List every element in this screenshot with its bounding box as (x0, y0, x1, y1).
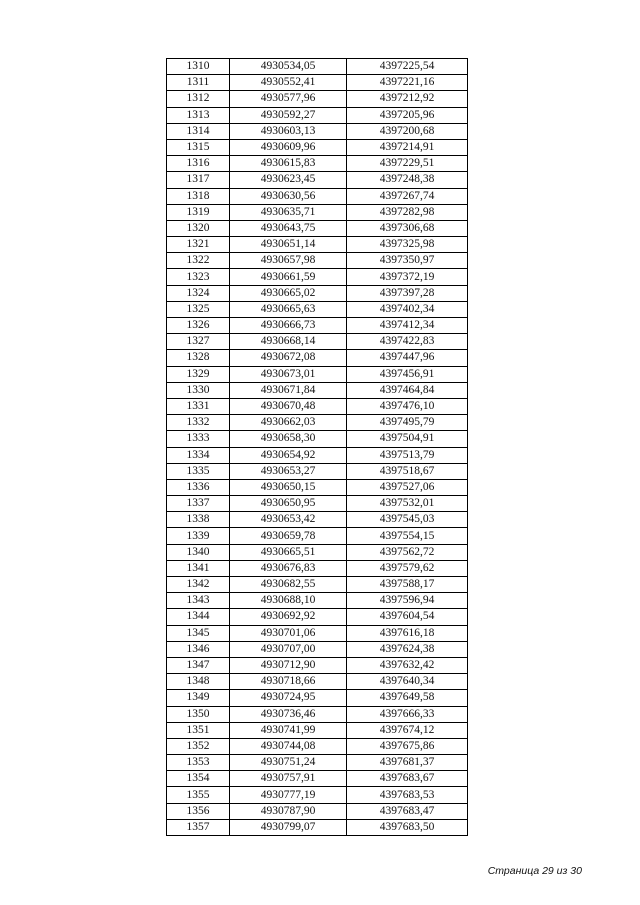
point-number-cell: 1318 (167, 188, 230, 204)
y-coordinate-cell: 4397476,10 (347, 398, 468, 414)
point-number-cell: 1336 (167, 479, 230, 495)
point-number-cell: 1344 (167, 609, 230, 625)
y-coordinate-cell: 4397527,06 (347, 479, 468, 495)
y-coordinate-cell: 4397456,91 (347, 366, 468, 382)
y-coordinate-cell: 4397616,18 (347, 625, 468, 641)
x-coordinate-cell: 4930741,99 (230, 722, 347, 738)
table-row (167, 415, 468, 431)
point-number-cell: 1354 (167, 771, 230, 787)
table-row (167, 123, 468, 139)
page-number: Страница 29 из 30 (487, 865, 582, 877)
point-number-cell: 1351 (167, 722, 230, 738)
table-row (167, 593, 468, 609)
table-row (167, 172, 468, 188)
y-coordinate-cell: 4397422,83 (347, 334, 468, 350)
x-coordinate-cell: 4930657,98 (230, 253, 347, 269)
x-coordinate-cell: 4930751,24 (230, 755, 347, 771)
point-number-cell: 1357 (167, 819, 230, 835)
x-coordinate-cell: 4930666,73 (230, 318, 347, 334)
x-coordinate-cell: 4930668,14 (230, 334, 347, 350)
point-number-cell: 1355 (167, 787, 230, 803)
y-coordinate-cell: 4397649,58 (347, 690, 468, 706)
x-coordinate-cell: 4930609,96 (230, 139, 347, 155)
y-coordinate-cell: 4397447,96 (347, 350, 468, 366)
x-coordinate-cell: 4930661,59 (230, 269, 347, 285)
table-row (167, 220, 468, 236)
point-number-cell: 1310 (167, 59, 230, 75)
x-coordinate-cell: 4930672,08 (230, 350, 347, 366)
point-number-cell: 1349 (167, 690, 230, 706)
point-number-cell: 1329 (167, 366, 230, 382)
x-coordinate-cell: 4930744,08 (230, 738, 347, 754)
x-coordinate-cell: 4930757,91 (230, 771, 347, 787)
x-coordinate-cell: 4930650,15 (230, 479, 347, 495)
x-coordinate-cell: 4930659,78 (230, 528, 347, 544)
y-coordinate-cell: 4397248,38 (347, 172, 468, 188)
table-row (167, 496, 468, 512)
x-coordinate-cell: 4930673,01 (230, 366, 347, 382)
table-row (167, 512, 468, 528)
y-coordinate-cell: 4397545,03 (347, 512, 468, 528)
table-row (167, 431, 468, 447)
table-row (167, 350, 468, 366)
x-coordinate-cell: 4930651,14 (230, 237, 347, 253)
x-coordinate-cell: 4930552,41 (230, 75, 347, 91)
y-coordinate-cell: 4397412,34 (347, 318, 468, 334)
table-row (167, 188, 468, 204)
table-row (167, 560, 468, 576)
table-row (167, 819, 468, 835)
y-coordinate-cell: 4397604,54 (347, 609, 468, 625)
y-coordinate-cell: 4397518,67 (347, 463, 468, 479)
point-number-cell: 1337 (167, 496, 230, 512)
table-row (167, 382, 468, 398)
y-coordinate-cell: 4397397,28 (347, 285, 468, 301)
y-coordinate-cell: 4397200,68 (347, 123, 468, 139)
y-coordinate-cell: 4397640,34 (347, 674, 468, 690)
y-coordinate-cell: 4397325,98 (347, 237, 468, 253)
x-coordinate-cell: 4930676,83 (230, 560, 347, 576)
y-coordinate-cell: 4397372,19 (347, 269, 468, 285)
x-coordinate-cell: 4930787,90 (230, 803, 347, 819)
x-coordinate-cell: 4930630,56 (230, 188, 347, 204)
y-coordinate-cell: 4397632,42 (347, 657, 468, 673)
y-coordinate-cell: 4397214,91 (347, 139, 468, 155)
point-number-cell: 1330 (167, 382, 230, 398)
point-number-cell: 1312 (167, 91, 230, 107)
point-number-cell: 1335 (167, 463, 230, 479)
point-number-cell: 1311 (167, 75, 230, 91)
coordinates-table-body (167, 59, 468, 836)
table-row (167, 463, 468, 479)
y-coordinate-cell: 4397229,51 (347, 156, 468, 172)
y-coordinate-cell: 4397562,72 (347, 544, 468, 560)
coordinates-table (166, 58, 468, 836)
y-coordinate-cell: 4397675,86 (347, 738, 468, 754)
x-coordinate-cell: 4930682,55 (230, 577, 347, 593)
table-row (167, 285, 468, 301)
point-number-cell: 1339 (167, 528, 230, 544)
x-coordinate-cell: 4930577,96 (230, 91, 347, 107)
table-row (167, 755, 468, 771)
point-number-cell: 1353 (167, 755, 230, 771)
point-number-cell: 1348 (167, 674, 230, 690)
x-coordinate-cell: 4930707,00 (230, 641, 347, 657)
table-row (167, 59, 468, 75)
table-row (167, 577, 468, 593)
point-number-cell: 1338 (167, 512, 230, 528)
table-row (167, 528, 468, 544)
x-coordinate-cell: 4930662,03 (230, 415, 347, 431)
point-number-cell: 1316 (167, 156, 230, 172)
point-number-cell: 1352 (167, 738, 230, 754)
point-number-cell: 1322 (167, 253, 230, 269)
x-coordinate-cell: 4930654,92 (230, 447, 347, 463)
table-row (167, 156, 468, 172)
x-coordinate-cell: 4930534,05 (230, 59, 347, 75)
point-number-cell: 1319 (167, 204, 230, 220)
table-row (167, 301, 468, 317)
y-coordinate-cell: 4397225,54 (347, 59, 468, 75)
point-number-cell: 1340 (167, 544, 230, 560)
y-coordinate-cell: 4397221,16 (347, 75, 468, 91)
y-coordinate-cell: 4397464,84 (347, 382, 468, 398)
point-number-cell: 1315 (167, 139, 230, 155)
y-coordinate-cell: 4397267,74 (347, 188, 468, 204)
x-coordinate-cell: 4930712,90 (230, 657, 347, 673)
point-number-cell: 1347 (167, 657, 230, 673)
y-coordinate-cell: 4397683,53 (347, 787, 468, 803)
table-row (167, 75, 468, 91)
table-row (167, 447, 468, 463)
x-coordinate-cell: 4930658,30 (230, 431, 347, 447)
table-row (167, 771, 468, 787)
x-coordinate-cell: 4930692,92 (230, 609, 347, 625)
point-number-cell: 1331 (167, 398, 230, 414)
table-row (167, 674, 468, 690)
y-coordinate-cell: 4397212,92 (347, 91, 468, 107)
y-coordinate-cell: 4397588,17 (347, 577, 468, 593)
x-coordinate-cell: 4930670,48 (230, 398, 347, 414)
point-number-cell: 1342 (167, 577, 230, 593)
table-row (167, 107, 468, 123)
table-row (167, 787, 468, 803)
point-number-cell: 1317 (167, 172, 230, 188)
point-number-cell: 1341 (167, 560, 230, 576)
y-coordinate-cell: 4397495,79 (347, 415, 468, 431)
x-coordinate-cell: 4930615,83 (230, 156, 347, 172)
x-coordinate-cell: 4930603,13 (230, 123, 347, 139)
x-coordinate-cell: 4930799,07 (230, 819, 347, 835)
x-coordinate-cell: 4930635,71 (230, 204, 347, 220)
table-row (167, 690, 468, 706)
point-number-cell: 1323 (167, 269, 230, 285)
x-coordinate-cell: 4930665,02 (230, 285, 347, 301)
point-number-cell: 1356 (167, 803, 230, 819)
y-coordinate-cell: 4397205,96 (347, 107, 468, 123)
table-row (167, 544, 468, 560)
y-coordinate-cell: 4397579,62 (347, 560, 468, 576)
x-coordinate-cell: 4930643,75 (230, 220, 347, 236)
y-coordinate-cell: 4397683,67 (347, 771, 468, 787)
point-number-cell: 1313 (167, 107, 230, 123)
table-row (167, 641, 468, 657)
x-coordinate-cell: 4930650,95 (230, 496, 347, 512)
y-coordinate-cell: 4397282,98 (347, 204, 468, 220)
table-row (167, 738, 468, 754)
point-number-cell: 1325 (167, 301, 230, 317)
point-number-cell: 1328 (167, 350, 230, 366)
table-row (167, 237, 468, 253)
y-coordinate-cell: 4397554,15 (347, 528, 468, 544)
table-row (167, 253, 468, 269)
y-coordinate-cell: 4397306,68 (347, 220, 468, 236)
x-coordinate-cell: 4930592,27 (230, 107, 347, 123)
table-row (167, 722, 468, 738)
point-number-cell: 1327 (167, 334, 230, 350)
point-number-cell: 1314 (167, 123, 230, 139)
point-number-cell: 1346 (167, 641, 230, 657)
y-coordinate-cell: 4397674,12 (347, 722, 468, 738)
point-number-cell: 1350 (167, 706, 230, 722)
point-number-cell: 1332 (167, 415, 230, 431)
y-coordinate-cell: 4397350,97 (347, 253, 468, 269)
table-row (167, 625, 468, 641)
table-row (167, 269, 468, 285)
point-number-cell: 1333 (167, 431, 230, 447)
table-row (167, 334, 468, 350)
table-row (167, 657, 468, 673)
table-row (167, 204, 468, 220)
x-coordinate-cell: 4930671,84 (230, 382, 347, 398)
x-coordinate-cell: 4930736,46 (230, 706, 347, 722)
y-coordinate-cell: 4397532,01 (347, 496, 468, 512)
x-coordinate-cell: 4930688,10 (230, 593, 347, 609)
x-coordinate-cell: 4930653,27 (230, 463, 347, 479)
point-number-cell: 1334 (167, 447, 230, 463)
point-number-cell: 1345 (167, 625, 230, 641)
table-row (167, 318, 468, 334)
x-coordinate-cell: 4930724,95 (230, 690, 347, 706)
x-coordinate-cell: 4930777,19 (230, 787, 347, 803)
point-number-cell: 1326 (167, 318, 230, 334)
x-coordinate-cell: 4930665,51 (230, 544, 347, 560)
table-row (167, 366, 468, 382)
y-coordinate-cell: 4397683,47 (347, 803, 468, 819)
x-coordinate-cell: 4930665,63 (230, 301, 347, 317)
y-coordinate-cell: 4397402,34 (347, 301, 468, 317)
x-coordinate-cell: 4930623,45 (230, 172, 347, 188)
y-coordinate-cell: 4397681,37 (347, 755, 468, 771)
y-coordinate-cell: 4397666,33 (347, 706, 468, 722)
point-number-cell: 1321 (167, 237, 230, 253)
table-row (167, 139, 468, 155)
table-row (167, 479, 468, 495)
y-coordinate-cell: 4397504,91 (347, 431, 468, 447)
x-coordinate-cell: 4930701,06 (230, 625, 347, 641)
y-coordinate-cell: 4397683,50 (347, 819, 468, 835)
point-number-cell: 1343 (167, 593, 230, 609)
table-row (167, 706, 468, 722)
table-row (167, 609, 468, 625)
table-row (167, 398, 468, 414)
x-coordinate-cell: 4930718,66 (230, 674, 347, 690)
y-coordinate-cell: 4397513,79 (347, 447, 468, 463)
y-coordinate-cell: 4397596,94 (347, 593, 468, 609)
y-coordinate-cell: 4397624,38 (347, 641, 468, 657)
table-row (167, 91, 468, 107)
point-number-cell: 1324 (167, 285, 230, 301)
table-row (167, 803, 468, 819)
point-number-cell: 1320 (167, 220, 230, 236)
x-coordinate-cell: 4930653,42 (230, 512, 347, 528)
